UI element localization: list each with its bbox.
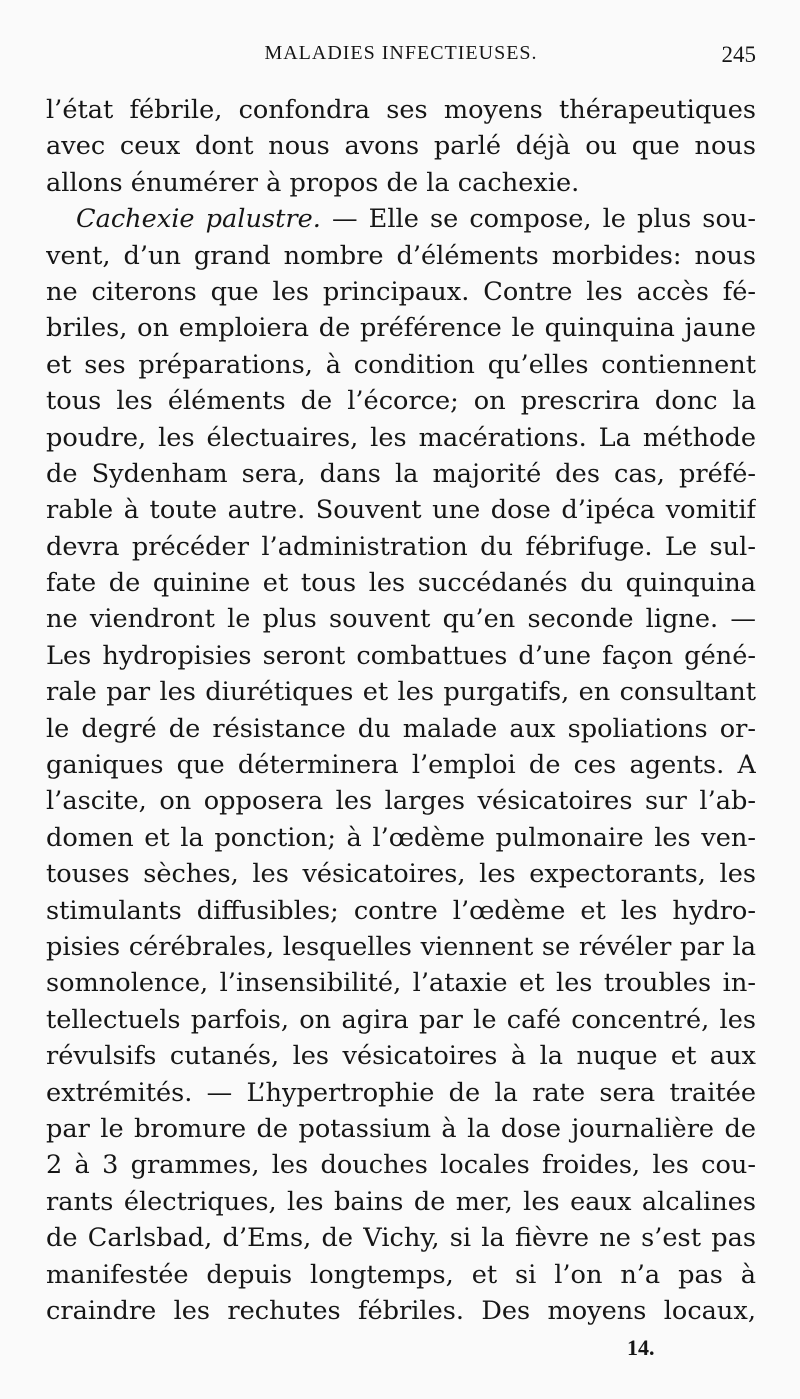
text-line: touses sèches, les vésicatoires, les expectorants, les bbox=[46, 859, 756, 890]
text-line: craindre les rechutes fébriles. Des moyens locaux, bbox=[46, 1295, 756, 1326]
text-line: briles, on emploiera de préférence le quinquina jaune bbox=[46, 313, 756, 344]
running-title: MALADIES INFECTIEUSES. bbox=[264, 42, 538, 64]
text-line: de Carlsbad, d’Ems, de Vichy, si la fièvre ne s’est pas bbox=[46, 1223, 756, 1254]
body-text bbox=[46, 92, 756, 1329]
signature-mark: 14. bbox=[627, 1335, 655, 1360]
text-line: Les hydropisies seront combattues d’une façon géné- bbox=[46, 640, 756, 671]
text-line: ne citerons que les principaux. Contre les accès fé- bbox=[46, 276, 756, 307]
text-line: avec ceux dont nous avons parlé déjà ou que nous bbox=[46, 131, 756, 162]
text-line: extrémités. — L’hypertrophie de la rate sera traitée bbox=[46, 1077, 756, 1108]
text-line: 2 à 3 grammes, les douches locales froides, les cou- bbox=[46, 1150, 756, 1181]
text-line: rable à toute autre. Souvent une dose d’ipéca vomitif bbox=[46, 495, 756, 526]
text-line bbox=[46, 201, 756, 237]
text-line: l’ascite, on opposera les larges vésicatoires sur l’ab- bbox=[46, 786, 756, 817]
text-line: et ses préparations, à condition qu’elles contiennent bbox=[46, 349, 756, 380]
text-line: rants électriques, les bains de mer, les eaux alcalines bbox=[46, 1186, 756, 1217]
page-header bbox=[46, 38, 756, 74]
text-line: pisies cérébrales, lesquelles viennent se révéler par la bbox=[46, 931, 756, 962]
section-heading: Cachexie palustre. bbox=[76, 204, 321, 235]
text-line: vent, d’un grand nombre d’éléments morbides: nous bbox=[46, 240, 756, 271]
text-line: par le bromure de potassium à la dose journalière de bbox=[46, 1113, 756, 1144]
text-line: l’état fébrile, confondra ses moyens thérapeutiques bbox=[46, 95, 756, 125]
text-line: ganiques que déterminera l’emploi de ces agents. A bbox=[46, 750, 756, 781]
text-line: révulsifs cutanés, les vésicatoires à la nuque et aux bbox=[46, 1041, 756, 1072]
text-line: manifestée depuis longtemps, et si l’on n’a pas à bbox=[46, 1259, 756, 1290]
text-line: ne viendront le plus souvent qu’en seconde ligne. — bbox=[46, 604, 756, 635]
page-number: 245 bbox=[721, 42, 756, 67]
text-line: allons énumérer à propos de la cachexie. bbox=[46, 167, 580, 198]
text-line: tellectuels parfois, on agira par le café concentré, les bbox=[46, 1004, 756, 1035]
text-line: de Sydenham sera, dans la majorité des cas, préfé- bbox=[46, 458, 756, 489]
text-line: somnolence, l’insensibilité, l’ataxie et les troubles in- bbox=[46, 968, 756, 999]
text-line: domen et la ponction; à l’œdème pulmonaire les ven- bbox=[46, 822, 756, 853]
text-line: stimulants diffusibles; contre l’œdème et les hydro- bbox=[46, 895, 756, 926]
text-line: devra précéder l’administration du fébrifuge. Le sul- bbox=[46, 531, 756, 562]
text-line: tous les éléments de l’écorce; on prescrira donc la bbox=[46, 386, 756, 417]
text-line: fate de quinine et tous les succédanés du quinquina bbox=[46, 568, 756, 599]
text-line-rest: — Elle se compose, le plus sou- bbox=[332, 204, 756, 235]
text-line: rale par les diurétiques et les purgatifs, en consultant bbox=[46, 677, 756, 708]
text-line: le degré de résistance du malade aux spoliations or- bbox=[46, 713, 756, 744]
text-line: poudre, les électuaires, les macérations. La méthode bbox=[46, 422, 756, 453]
